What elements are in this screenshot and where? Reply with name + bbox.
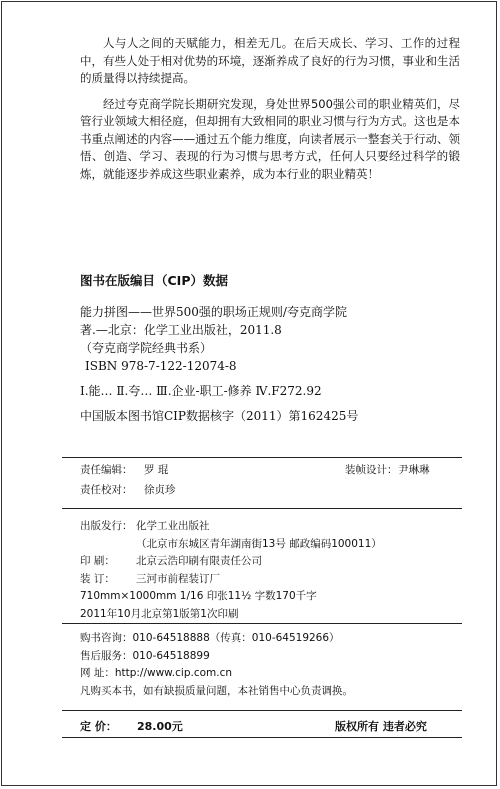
book-format: 710mm×1000mm 1/16 印张11½ 字数170千字 xyxy=(80,590,317,602)
cip-data xyxy=(80,303,465,425)
edition-info: 2011年10月北京第1版第1次印刷 xyxy=(80,607,239,620)
purchase-consult: 购书咨询：010-64518888（传真：010-64519266） xyxy=(80,632,340,644)
purchase-block xyxy=(80,630,460,700)
design-label: 装帧设计： xyxy=(345,464,398,476)
cip-author-publisher: 著.—北京：化学工业出版社，2011.8 xyxy=(80,323,282,337)
publishing-block xyxy=(80,518,460,623)
printer-label: 印 刷： xyxy=(80,555,115,567)
cip-series: （夸克商学院经典书系） xyxy=(80,341,213,355)
copyright-notice: 版权所有 违者必究 xyxy=(335,720,427,733)
intro-paragraph-2: 经过夸克商学院长期研究发现，身处世界500强公司的职业精英们，尽管行业领域大相径庭，但却拥有大致相同的职业习惯与行为方式。这也是本书重点阐述的内容——通过五个能力维度，向读者展示一整套关于行动、领悟、创造、学习、表现的行为习惯与思考方式，任何人只要经过科学的锻炼，就能逐步养成这些职业素养，成为本行业的职业精英！ xyxy=(80,96,460,181)
publisher-label: 出版发行： xyxy=(80,520,133,532)
cip-isbn: ISBN 978-7-122-12074-8 xyxy=(85,359,237,373)
divider-4 xyxy=(62,710,462,711)
cip-title: 图书在版编目（CIP）数据 xyxy=(80,273,228,288)
cip-book-title: 能力拼图——世界500强的职场正规则/夸克商学院 xyxy=(80,305,347,319)
intro-paragraph-1: 人与人之间的天赋能力，相差无几。在后天成长、学习、工作的过程中，有些人处于相对优势的环境，逐渐养成了良好的行为习惯，事业和生活的质量得以持续提高。 xyxy=(80,36,460,85)
publisher-name: 化学工业出版社 xyxy=(136,520,210,532)
responsibility-block xyxy=(80,460,460,500)
quality-notice: 凡购买本书，如有缺损质量问题，本社销售中心负责调换。 xyxy=(80,684,353,697)
divider-1 xyxy=(62,457,462,458)
price-label: 定 价： xyxy=(80,720,117,733)
divider-2 xyxy=(62,508,462,509)
divider-5 xyxy=(62,737,462,738)
publisher-address: （北京市东城区青年湖南街13号 邮政编码100011） xyxy=(136,537,382,550)
binder-name: 三河市前程装订厂 xyxy=(136,572,220,585)
binder-label: 装 订： xyxy=(80,572,115,585)
divider-3 xyxy=(62,623,462,624)
designer-name: 尹琳琳 xyxy=(398,464,430,476)
intro-text xyxy=(80,35,460,191)
proofreader-name: 徐贞珍 xyxy=(144,484,176,496)
website: 网 址：http://www.cip.com.cn xyxy=(80,667,233,679)
cip-classification: Ⅰ.能… Ⅱ.夸… Ⅲ.企业-职工-修养 Ⅳ.F272.92 xyxy=(80,384,322,398)
proof-label: 责任校对： xyxy=(80,484,133,496)
price-value: 28.00元 xyxy=(137,720,183,733)
editor-label: 责任编辑： xyxy=(80,464,133,476)
after-sales-service: 售后服务：010-64518899 xyxy=(80,649,210,662)
cip-record-number: 中国版本图书馆CIP数据核字（2011）第162425号 xyxy=(80,409,359,423)
printer-name: 北京云浩印刷有限责任公司 xyxy=(136,555,262,567)
editor-name: 罗 琨 xyxy=(144,464,169,476)
